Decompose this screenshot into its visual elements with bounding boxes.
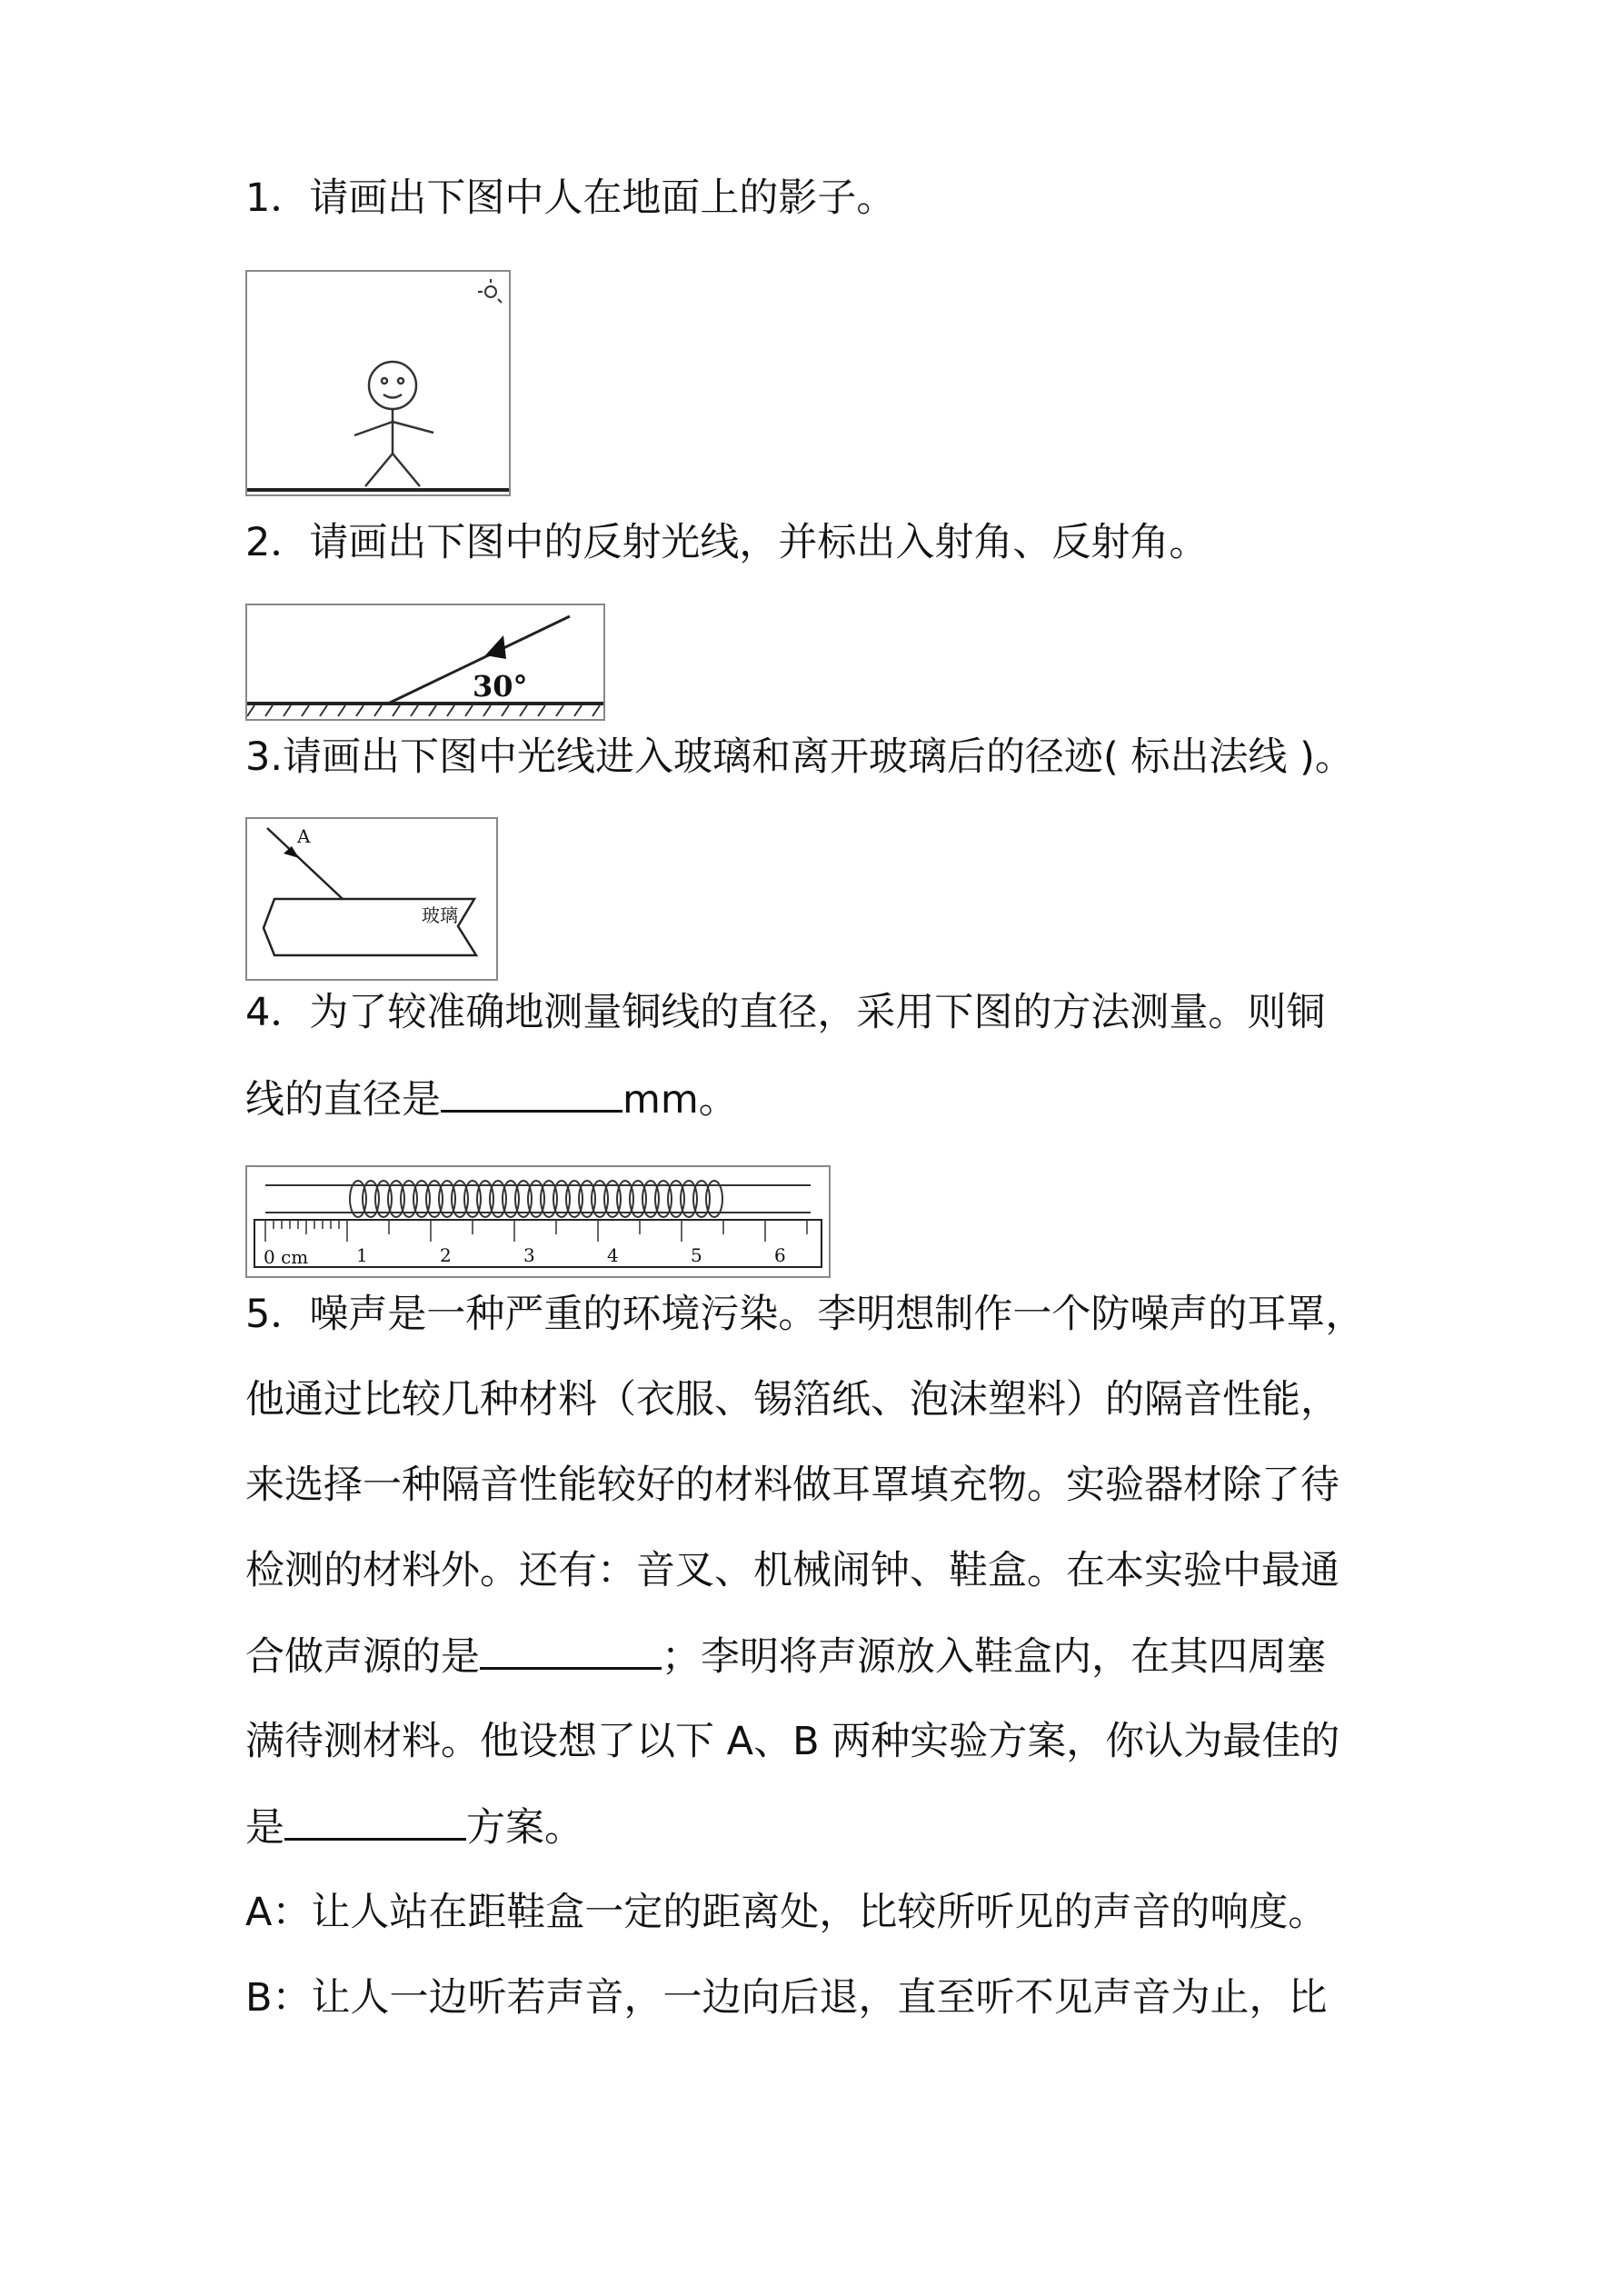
question-4-line-2 — [245, 1073, 738, 1125]
question-3-text: 3.请画出下图中光线进入玻璃和离开玻璃后的径迹( 标出法线 )。 — [245, 734, 1354, 780]
question-5-line-5-prefix: 合做声源的是 — [245, 1634, 480, 1680]
glass-label: 玻璃 — [422, 904, 458, 926]
figure-wire-ruler — [245, 1165, 831, 1278]
option-a-text: A：让人站在距鞋盒一定的距离处，比较所听见的声音的响度。 — [245, 1890, 1328, 1935]
question-5-line-7-suffix: 方案。 — [466, 1805, 583, 1851]
ruler-tick-label: 4 — [607, 1244, 619, 1266]
ruler-tick-label: 3 — [523, 1244, 535, 1266]
answer-blank-diameter[interactable] — [441, 1073, 622, 1113]
answer-blank-best-plan[interactable] — [284, 1802, 466, 1841]
ruler-tick-label: 6 — [774, 1244, 786, 1266]
ruler-unit-label: 0 cm — [264, 1246, 309, 1268]
person-figure — [354, 362, 433, 486]
option-b-text: B：让人一边听若声音，一边向后退，直至听不见声音为止，比 — [245, 1975, 1328, 2021]
question-5-line-7 — [245, 1802, 583, 1853]
question-5-line-6: 满待测材料。他设想了以下 A、B 两种实验方案，你认为最佳的 — [245, 1719, 1340, 1764]
arrow-head-icon — [485, 635, 506, 659]
question-5-line-5-suffix: ；李明将声源放入鞋盒内，在其四周塞 — [662, 1634, 1326, 1680]
arrow-head-icon — [284, 846, 299, 858]
figure-person-shadow — [245, 270, 511, 496]
ruler-tick-label: 5 — [691, 1244, 702, 1266]
question-1-text: 1．请画出下图中人在地面上的影子。 — [245, 175, 896, 221]
question-5-line-3: 来选择一种隔音性能较好的材料做耳罩填充物。实验器材除了待 — [245, 1462, 1339, 1508]
question-4-line-1: 4．为了较准确地测量铜线的直径，采用下图的方法测量。则铜 — [245, 990, 1326, 1035]
ruler-tick-label: 2 — [440, 1244, 452, 1266]
question-2-text: 2．请画出下图中的反射光线，并标出入射角、反射角。 — [245, 520, 1209, 565]
question-4-line-2-prefix: 线的直径是 — [245, 1077, 441, 1123]
ray-label: A — [297, 825, 311, 847]
angle-label: 30° — [473, 669, 528, 704]
figure-glass-refraction — [245, 817, 498, 981]
question-5-line-2: 他通过比较几种材料（衣服、锡箔纸、泡沫塑料）的隔音性能， — [245, 1377, 1339, 1423]
question-5-line-5 — [245, 1631, 1326, 1682]
answer-blank-sound-source[interactable] — [480, 1631, 662, 1670]
question-5-line-7-prefix: 是 — [245, 1805, 284, 1851]
question-4-line-2-suffix: mm。 — [622, 1077, 738, 1123]
question-5-line-1: 5．噪声是一种严重的环境污染。李明想制作一个防噪声的耳罩， — [245, 1292, 1365, 1337]
question-5-line-4: 检测的材料外。还有：音叉、机械闹钟、鞋盒。在本实验中最通 — [245, 1548, 1339, 1593]
ruler-tick-label: 1 — [356, 1244, 368, 1266]
figure-reflection — [245, 604, 605, 721]
sun-icon — [478, 279, 502, 303]
